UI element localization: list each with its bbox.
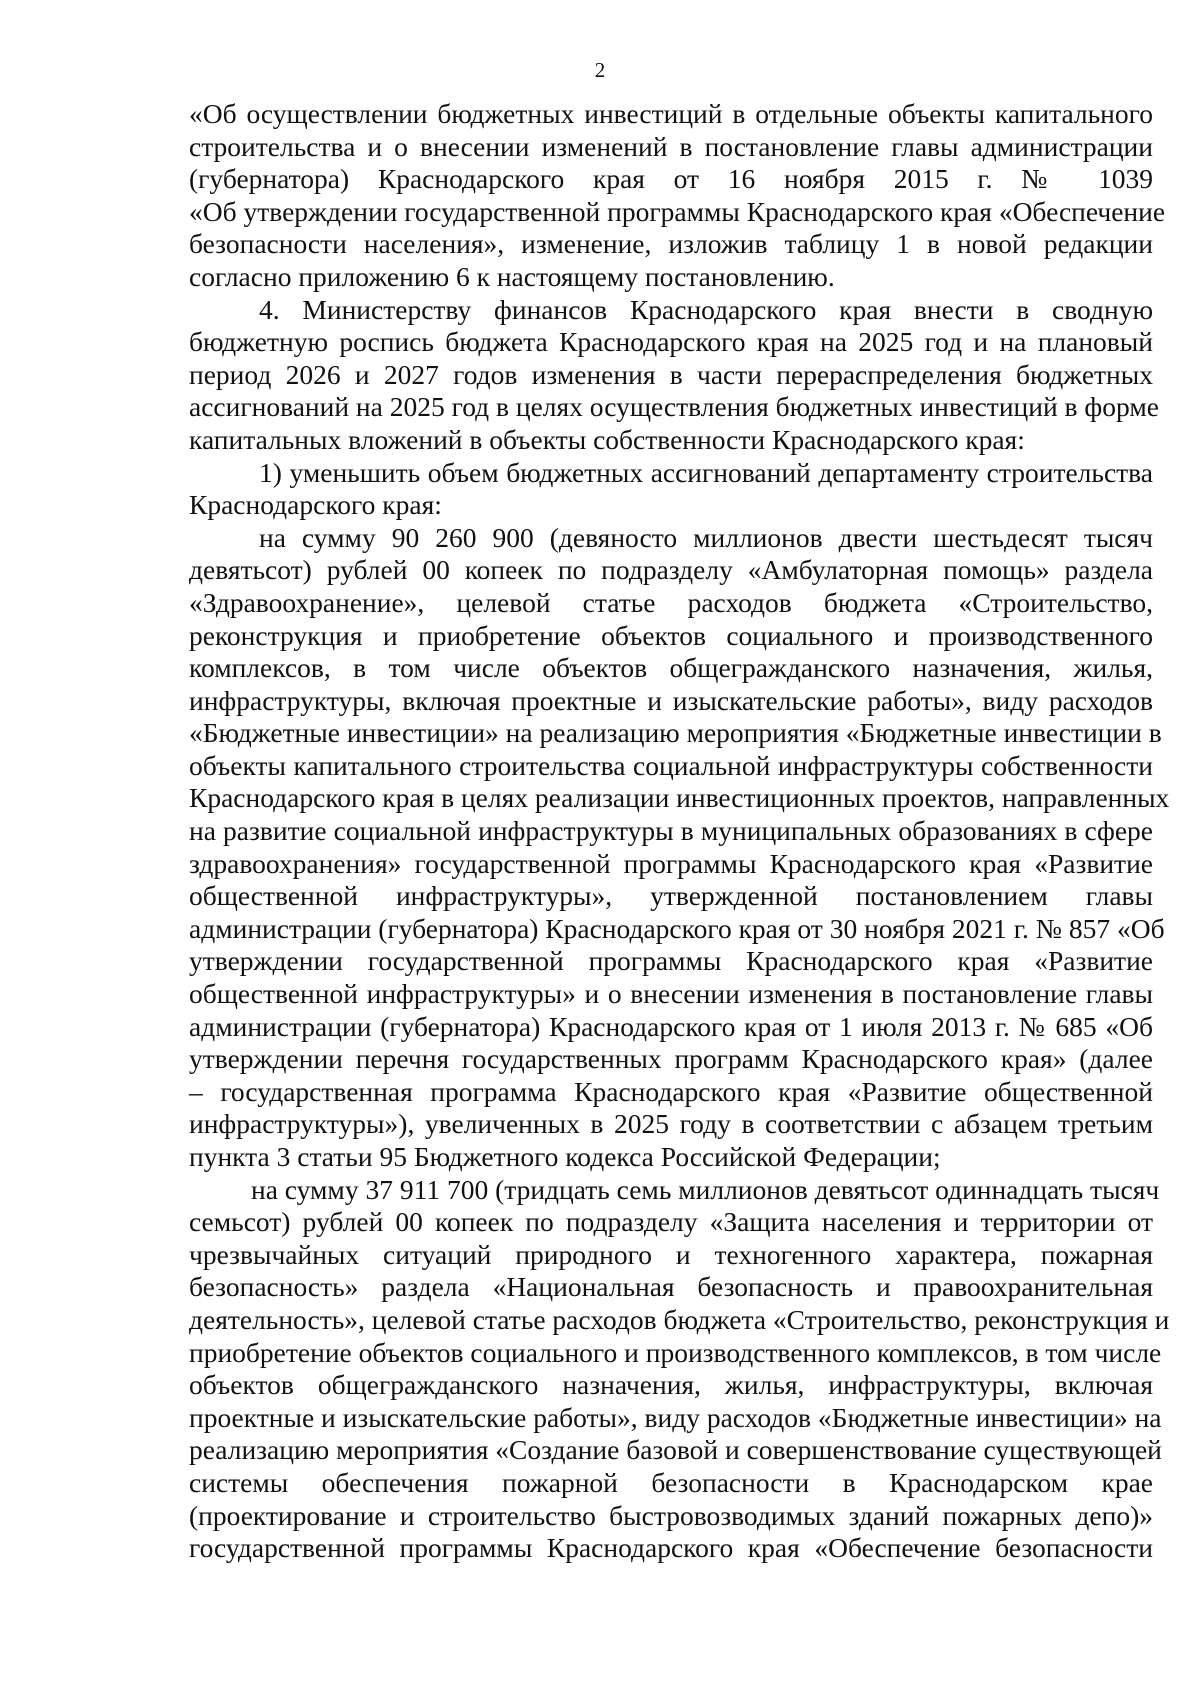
text-line: утверждении перечня государственных программ Краснодарского края» (далее [189,1043,1153,1075]
text-line: чрезвычайных ситуаций природного и техногенного характера, пожарная [189,1238,1153,1270]
subitem-1-first-line: 1) уменьшить объем бюджетных ассигнований департаменту строительства [259,456,1153,488]
text-line: безопасности населения», изменение, изложив таблицу 1 в новой редакции [189,228,1153,260]
text-line: Краснодарского края в целях реализации инвестиционных проектов, направленных [189,782,1170,814]
text-line: здравоохранения» государственной программы Краснодарского края «Развитие [189,847,1153,879]
text-line: период 2026 и 2027 годов изменения в части перераспределения бюджетных [189,358,1153,390]
text-line: бюджетную роспись бюджета Краснодарского края на 2025 год и на плановый [189,326,1153,358]
text-line: деятельность», целевой статье расходов бюджета «Строительство, реконструкция и [189,1303,1170,1335]
text-line: «Об утверждении государственной программы Краснодарского края «Обеспечение [189,195,1166,227]
text-line: проектные и изыскательские работы», виду расходов «Бюджетные инвестиции» на [189,1401,1162,1433]
text-line: (проектирование и строительство быстровозводимых зданий пожарных депо)» [189,1499,1153,1531]
text-line: «Здравоохранение», целевой статье расходов бюджета «Строительство, [189,586,1153,618]
text-line: объекты капитального строительства социальной инфраструктуры собственности [189,749,1153,781]
text-line: ассигнований на 2025 год в целях осуществления бюджетных инвестиций в форме [189,391,1159,423]
document-body [189,98,1170,1565]
paragraph-4-first-line: 4. Министерству финансов Краснодарского края внести в сводную [259,293,1153,325]
text-line: (губернатора) Краснодарского края от 16 ноября 2015 г. № 1039 [189,163,1153,195]
text-line: администрации (губернатора) Краснодарского края от 30 ноября 2021 г. № 857 «Об [189,912,1165,944]
text-line: согласно приложению 6 к настоящему постановлению. [189,260,835,292]
text-line: капитальных вложений в объекты собственности Краснодарского края: [189,423,1025,455]
text-line: системы обеспечения пожарной безопасности в Краснодарском крае [189,1466,1153,1498]
text-line: семьсот) рублей 00 копеек по подразделу «Защита населения и территории от [189,1206,1153,1238]
text-line: инфраструктуры, включая проектные и изыскательские работы», виду расходов [189,684,1153,716]
text-line: «Об осуществлении бюджетных инвестиций в отдельные объекты капитального [189,98,1153,129]
text-line: пункта 3 статьи 95 Бюджетного кодекса Российской Федерации; [189,1141,941,1172]
page-number: 2 [594,58,606,82]
text-line: государственной программы Краснодарского края «Обеспечение безопасности [189,1532,1153,1564]
text-line: общественной инфраструктуры», утвержденной постановлением главы [189,880,1153,912]
text-line: администрации (губернатора) Краснодарского края от 1 июля 2013 г. № 685 «Об [189,1010,1153,1042]
text-line: безопасность» раздела «Национальная безопасность и правоохранительная [189,1271,1153,1303]
amount-paragraph-2-first-line: на сумму 37 911 700 (тридцать семь миллионов девятьсот одиннадцать тысяч [251,1173,1160,1205]
text-line: реализацию мероприятия «Создание базовой и совершенствование существующей [189,1434,1162,1466]
text-line: девятьсот) рублей 00 копеек по подразделу «Амбулаторная помощь» раздела [189,554,1153,586]
text-line: утверждении государственной программы Краснодарского края «Развитие [189,945,1153,977]
text-line: общественной инфраструктуры» и о внесении изменения в постановление главы [189,978,1153,1010]
text-line: – государственная программа Краснодарского края «Развитие общественной [189,1075,1153,1107]
text-line: на развитие социальной инфраструктуры в муниципальных образованиях в сфере [189,815,1153,847]
text-line: строительства и о внесении изменений в постановление главы администрации [189,130,1153,162]
text-line: реконструкция и приобретение объектов социального и производственного [189,619,1153,651]
amount-paragraph-1-first-line: на сумму 90 260 900 (девяносто миллионов двести шестьдесят тысяч [259,521,1153,553]
text-line: объектов общегражданского назначения, жилья, инфраструктуры, включая [189,1369,1153,1401]
text-line: Краснодарского края: [189,489,442,521]
text-line: комплексов, в том числе объектов общегражданского назначения, жилья, [189,652,1153,684]
text-line: приобретение объектов социального и производственного комплексов, в том числе [189,1336,1162,1368]
text-line: «Бюджетные инвестиции» на реализацию мероприятия «Бюджетные инвестиции в [189,717,1162,749]
text-line: инфраструктуры»), увеличенных в 2025 году в соответствии с абзацем третьим [189,1108,1153,1140]
